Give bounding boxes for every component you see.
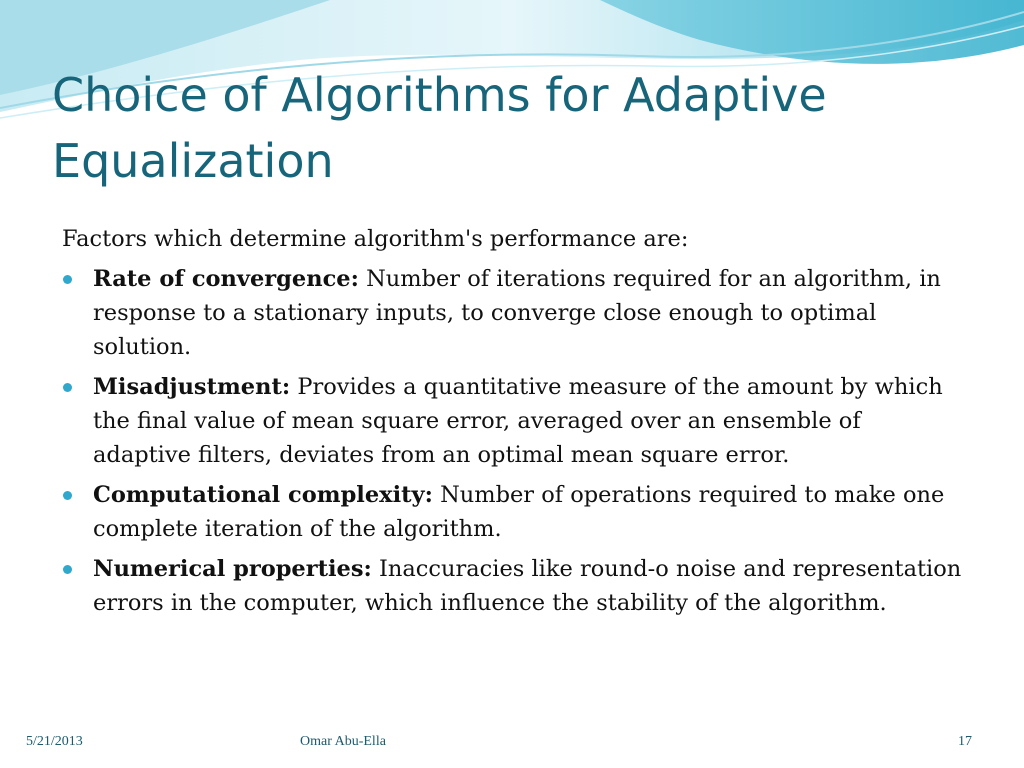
slide-title: Choice of Algorithms for Adaptive Equalization <box>52 68 827 188</box>
bullet-item <box>62 262 962 364</box>
bullet-dot-icon <box>63 491 72 500</box>
bullet-list <box>62 262 962 620</box>
bullet-text: Provides a quantitative measure of the amount by which the final value of mean square error, averaged over an ensemble of adaptive filters, deviates from an optimal mean square error. <box>93 374 943 468</box>
bullet-term: Misadjustment: <box>93 374 291 400</box>
slide-body <box>62 222 962 626</box>
bullet-item <box>62 478 962 546</box>
bullet-term: Computational complexity: <box>93 482 433 508</box>
bullet-item <box>62 370 962 472</box>
footer-author: Omar Abu-Ella <box>300 734 386 749</box>
bullet-dot-icon <box>63 275 72 284</box>
footer-date: 5/21/2013 <box>26 734 83 749</box>
bullet-dot-icon <box>63 383 72 392</box>
bullet-text: Number of operations required to make one complete iteration of the algorithm. <box>93 482 945 542</box>
bullet-term: Rate of convergence: <box>93 266 359 292</box>
bullet-text: Inaccuracies like round-o noise and representation errors in the computer, which influence the stability of the algorithm. <box>93 556 962 616</box>
bullet-text: Number of iterations required for an algorithm, in response to a stationary inputs, to converge close enough to optimal solution. <box>93 266 941 360</box>
footer-page-number: 17 <box>958 734 972 749</box>
intro-text: Factors which determine algorithm's performance are: <box>62 226 689 252</box>
bullet-dot-icon <box>63 565 72 574</box>
bullet-item <box>62 552 962 620</box>
bullet-term: Numerical properties: <box>93 556 372 582</box>
